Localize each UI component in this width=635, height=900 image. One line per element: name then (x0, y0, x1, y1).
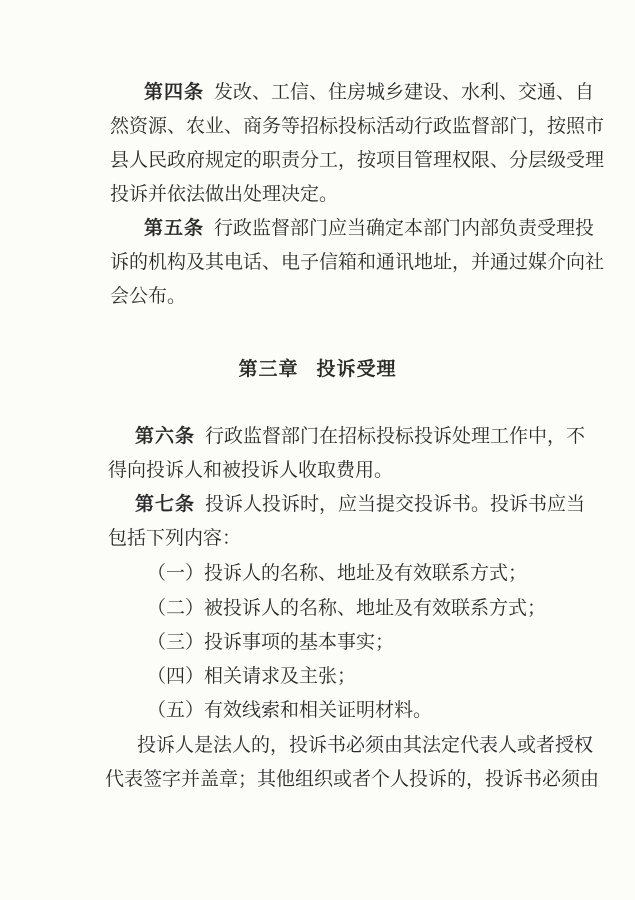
article7-line-1 (0, 492, 635, 516)
article6-line-2: 得向投诉人和被投诉人收取费用。 (108, 459, 394, 481)
article7-item-3: （三）投诉事项的基本事实； (147, 631, 395, 653)
article5-line-2: 诉的机构及其电话、电子信箱和通讯地址，并通过媒介向社 (110, 251, 605, 273)
article4-line-4: 投诉并依法做出处理决定。 (110, 183, 339, 205)
chapter-number: 第三章 (238, 358, 299, 380)
article4-text-1: 发改、工信、住房城乡建设、水利、交通、自 (214, 81, 595, 103)
chapter-heading (0, 354, 635, 381)
article4-line-1 (0, 80, 635, 104)
article5-heading: 第五条 (144, 217, 205, 239)
article7-heading: 第七条 (135, 493, 196, 515)
article6-line-1 (0, 424, 635, 448)
article7-line-2: 包括下列内容： (108, 527, 242, 549)
article6-text-1: 行政监督部门在招标投标投诉处理工作中，不 (205, 425, 586, 447)
article4-heading: 第四条 (144, 81, 205, 103)
article7-para2-line-1: 投诉人是法人的，投诉书必须由其法定代表人或者授权 (137, 734, 594, 756)
article6-heading: 第六条 (135, 425, 196, 447)
article5-text-1: 行政监督部门应当确定本部门内部负责受理投 (214, 217, 595, 239)
article7-text-1: 投诉人投诉时，应当提交投诉书。投诉书应当 (205, 493, 586, 515)
article4-line-2: 然资源、农业、商务等招标投标活动行政监督部门，按照市 (110, 115, 605, 137)
article7-para2-line-2: 代表签字并盖章；其他组织或者个人投诉的，投诉书必须由 (105, 768, 600, 790)
article7-item-4: （四）相关请求及主张； (147, 665, 357, 687)
chapter-title: 投诉受理 (316, 358, 397, 380)
article7-item-2: （二）被投诉人的名称、地址及有效联系方式； (147, 597, 547, 619)
article7-item-5: （五）有效线索和相关证明材料。 (147, 699, 433, 721)
article4-line-3: 县人民政府规定的职责分工，按项目管理权限、分层级受理 (110, 149, 605, 171)
article7-item-1: （一）投诉人的名称、地址及有效联系方式； (147, 562, 528, 584)
article5-line-1 (0, 216, 635, 240)
article5-line-3: 会公布。 (110, 285, 187, 307)
